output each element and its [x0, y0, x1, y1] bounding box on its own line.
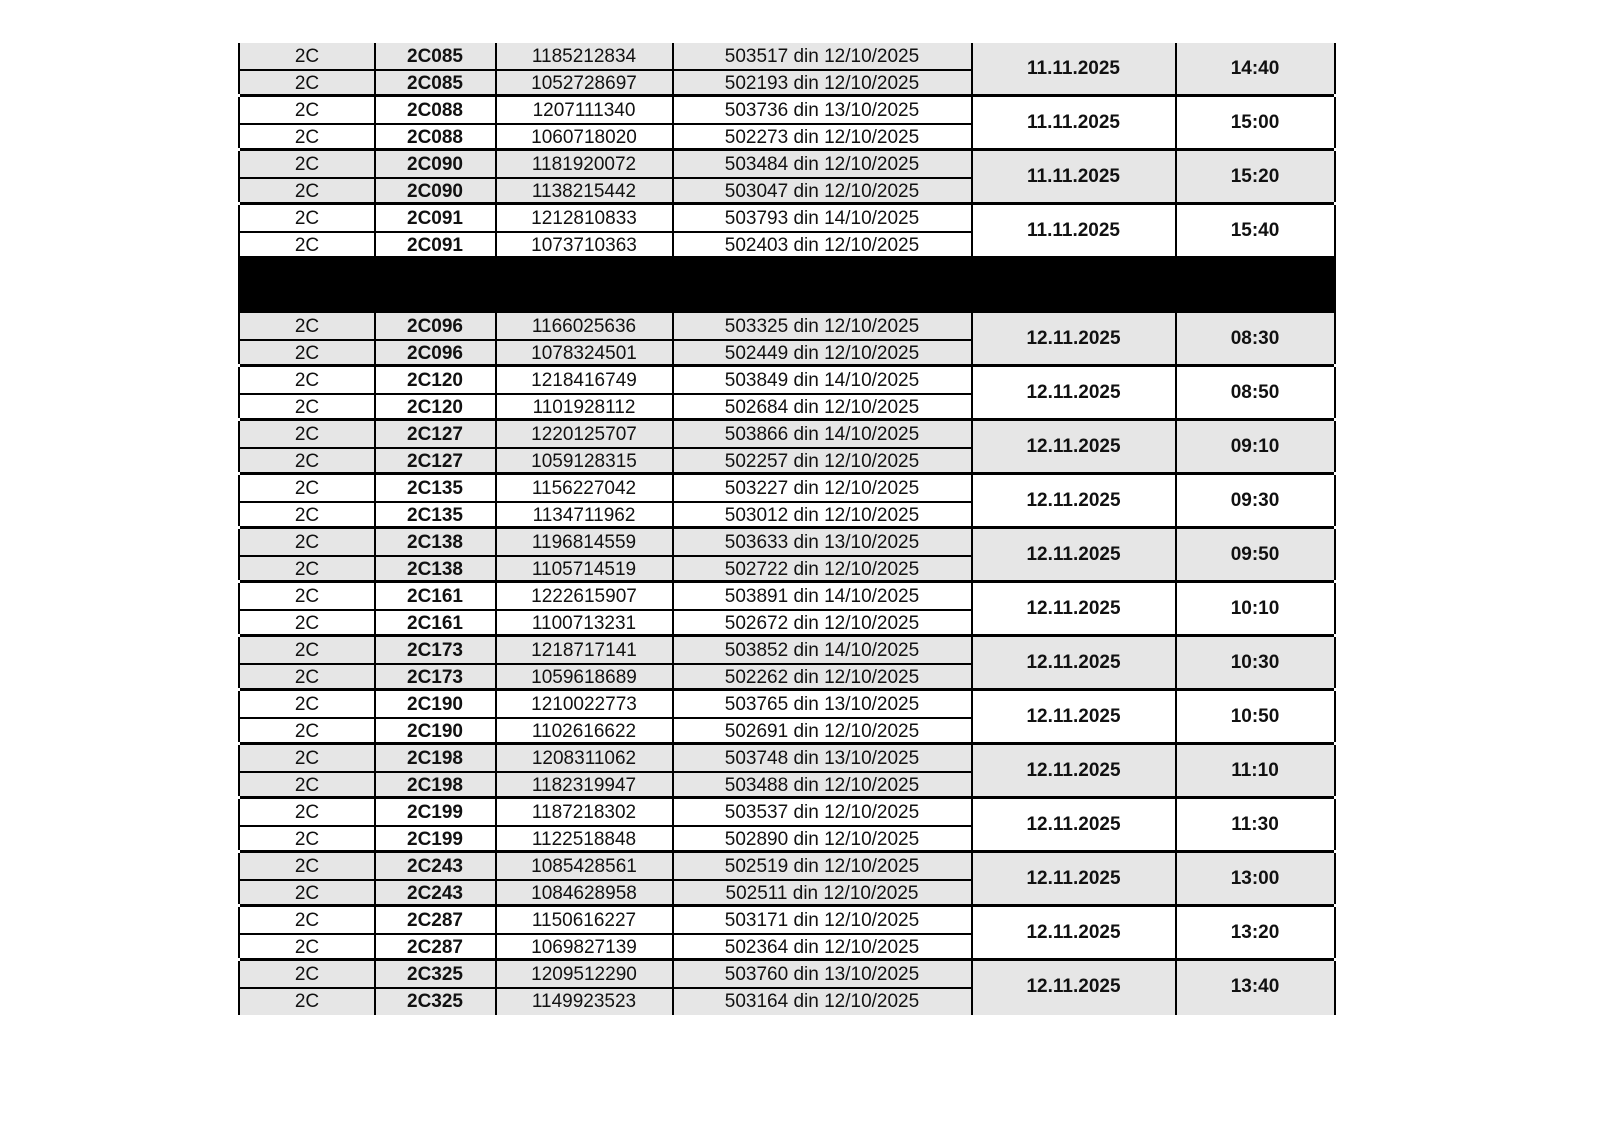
- appointment-time-cell: 11:30: [1231, 814, 1279, 835]
- class-cell: 2C: [294, 559, 320, 580]
- registration-cell: 503488 din 12/10/2025: [724, 775, 920, 796]
- file-number-cell: 1181920072: [531, 154, 637, 175]
- class-cell: 2C: [294, 235, 320, 256]
- appointment-group: [240, 853, 1334, 907]
- appointment-date-cell: 12.11.2025: [1026, 868, 1121, 889]
- class-cell: 2C: [294, 154, 320, 175]
- appointment-date-cell: 12.11.2025: [1026, 436, 1121, 457]
- registration-cell: 503736 din 13/10/2025: [724, 100, 920, 121]
- appointment-group: [240, 367, 1334, 421]
- appointment-date-cell: 12.11.2025: [1026, 382, 1121, 403]
- candidate-code-cell: 2C287: [407, 937, 463, 958]
- candidate-code-cell: 2C120: [407, 370, 463, 391]
- class-cell: 2C: [294, 316, 320, 337]
- candidate-code-cell: 2C198: [407, 748, 463, 769]
- file-number-cell: 1059618689: [531, 667, 637, 688]
- appointment-group: [240, 475, 1334, 529]
- class-cell: 2C: [294, 586, 320, 607]
- appointment-group: [240, 421, 1334, 475]
- appointment-group: [240, 691, 1334, 745]
- class-cell: 2C: [294, 640, 320, 661]
- class-cell: 2C: [294, 613, 320, 634]
- file-number-cell: 1100713231: [531, 613, 637, 634]
- class-cell: 2C: [294, 181, 320, 202]
- candidate-code-cell: 2C085: [407, 73, 463, 94]
- appointment-group: [240, 205, 1334, 259]
- class-cell: 2C: [294, 721, 320, 742]
- candidate-code-cell: 2C090: [407, 181, 463, 202]
- appointment-time-cell: 10:30: [1230, 652, 1280, 673]
- appointment-group: [240, 961, 1334, 1015]
- registration-cell: 503748 din 13/10/2025: [724, 748, 920, 769]
- file-number-cell: 1084628958: [531, 883, 637, 904]
- appointment-time-cell: 15:20: [1230, 166, 1280, 187]
- class-cell: 2C: [294, 478, 320, 499]
- candidate-code-cell: 2C135: [407, 478, 463, 499]
- registration-cell: 502672 din 12/10/2025: [724, 613, 920, 634]
- class-cell: 2C: [294, 451, 320, 472]
- registration-cell: 503164 din 12/10/2025: [724, 991, 920, 1012]
- file-number-cell: 1210022773: [531, 694, 637, 715]
- registration-cell: 502722 din 12/10/2025: [724, 559, 920, 580]
- candidate-code-cell: 2C190: [407, 694, 463, 715]
- file-number-cell: 1166025636: [531, 316, 637, 337]
- file-number-cell: 1085428561: [531, 856, 637, 877]
- registration-cell: 502273 din 12/10/2025: [724, 127, 920, 148]
- registration-cell: 502257 din 12/10/2025: [724, 451, 920, 472]
- class-cell: 2C: [294, 208, 320, 229]
- file-number-cell: 1218717141: [531, 640, 637, 661]
- file-number-cell: 1078324501: [531, 343, 637, 364]
- candidate-code-cell: 2C325: [407, 991, 463, 1012]
- class-cell: 2C: [294, 802, 320, 823]
- file-number-cell: 1134711962: [532, 505, 636, 526]
- appointment-group: [240, 583, 1334, 637]
- candidate-code-cell: 2C173: [407, 667, 463, 688]
- appointment-group: [240, 637, 1334, 691]
- file-number-cell: 1138215442: [531, 181, 637, 202]
- class-cell: 2C: [294, 748, 320, 769]
- registration-cell: 503171 din 12/10/2025: [724, 910, 920, 931]
- class-cell: 2C: [294, 991, 320, 1012]
- appointment-time-cell: 14:40: [1230, 58, 1280, 79]
- file-number-cell: 1212810833: [531, 208, 637, 229]
- appointment-date-cell: 12.11.2025: [1026, 328, 1121, 349]
- candidate-code-cell: 2C096: [407, 316, 463, 337]
- appointment-time-cell: 10:10: [1230, 598, 1280, 619]
- candidate-code-cell: 2C161: [407, 613, 463, 634]
- appointment-group: [240, 43, 1334, 97]
- registration-cell: 503633 din 13/10/2025: [724, 532, 920, 553]
- file-number-cell: 1060718020: [531, 127, 637, 148]
- candidate-code-cell: 2C088: [407, 127, 463, 148]
- appointment-date-cell: 12.11.2025: [1026, 814, 1121, 835]
- registration-cell: 502262 din 12/10/2025: [724, 667, 920, 688]
- appointment-date-cell: 12.11.2025: [1026, 976, 1121, 997]
- appointment-time-cell: 08:30: [1230, 328, 1280, 349]
- appointment-group: [240, 907, 1334, 961]
- class-cell: 2C: [294, 73, 320, 94]
- candidate-code-cell: 2C243: [407, 883, 463, 904]
- file-number-cell: 1196814559: [531, 532, 637, 553]
- file-number-cell: 1069827139: [531, 937, 637, 958]
- file-number-cell: 1185212834: [531, 46, 637, 67]
- class-cell: 2C: [294, 964, 320, 985]
- appointment-time-cell: 13:20: [1230, 922, 1280, 943]
- file-number-cell: 1208311062: [531, 748, 637, 769]
- file-number-cell: 1122518848: [531, 829, 637, 850]
- candidate-code-cell: 2C127: [407, 424, 463, 445]
- registration-cell: 503325 din 12/10/2025: [724, 316, 920, 337]
- appointment-time-cell: 08:50: [1230, 382, 1280, 403]
- appointment-time-cell: 09:30: [1230, 490, 1280, 511]
- class-cell: 2C: [294, 532, 320, 553]
- appointment-group: [240, 151, 1334, 205]
- appointment-date-cell: 12.11.2025: [1026, 706, 1121, 727]
- file-number-cell: 1059128315: [531, 451, 637, 472]
- appointment-time-cell: 15:00: [1230, 112, 1280, 133]
- file-number-cell: 1149923523: [531, 991, 637, 1012]
- file-number-cell: 1222615907: [531, 586, 637, 607]
- appointment-time-cell: 09:10: [1230, 436, 1280, 457]
- file-number-cell: 1218416749: [531, 370, 637, 391]
- file-number-cell: 1052728697: [531, 73, 637, 94]
- file-number-cell: 1105714519: [531, 559, 637, 580]
- class-cell: 2C: [294, 397, 320, 418]
- candidate-code-cell: 2C325: [407, 964, 463, 985]
- appointment-time-cell: 13:40: [1230, 976, 1280, 997]
- candidate-code-cell: 2C243: [407, 856, 463, 877]
- appointment-date-cell: 11.11.2025: [1027, 220, 1120, 241]
- class-cell: 2C: [294, 424, 320, 445]
- registration-cell: 503760 din 13/10/2025: [724, 964, 920, 985]
- registration-cell: 502691 din 12/10/2025: [724, 721, 920, 742]
- appointment-date-cell: 11.11.2025: [1027, 166, 1120, 187]
- appointment-time-cell: 13:00: [1230, 868, 1280, 889]
- appointment-group: [240, 799, 1334, 853]
- appointment-time-cell: 09:50: [1230, 544, 1280, 565]
- registration-cell: 503517 din 12/10/2025: [724, 46, 920, 67]
- day-separator-bar: [238, 256, 1336, 313]
- appointment-date-cell: 12.11.2025: [1026, 760, 1121, 781]
- candidate-code-cell: 2C090: [407, 154, 463, 175]
- class-cell: 2C: [294, 694, 320, 715]
- schedule-table: [240, 43, 1334, 1015]
- class-cell: 2C: [294, 505, 320, 526]
- file-number-cell: 1101928112: [532, 397, 636, 418]
- candidate-code-cell: 2C120: [407, 397, 463, 418]
- registration-cell: 503793 din 14/10/2025: [724, 208, 920, 229]
- registration-cell: 503537 din 12/10/2025: [724, 802, 920, 823]
- appointment-date-cell: 12.11.2025: [1026, 490, 1121, 511]
- class-cell: 2C: [294, 910, 320, 931]
- appointment-group: [240, 313, 1334, 367]
- class-cell: 2C: [294, 856, 320, 877]
- candidate-code-cell: 2C091: [407, 208, 463, 229]
- class-cell: 2C: [294, 100, 320, 121]
- registration-cell: 503866 din 14/10/2025: [724, 424, 920, 445]
- candidate-code-cell: 2C287: [407, 910, 463, 931]
- appointment-date-cell: 11.11.2025: [1027, 58, 1120, 79]
- file-number-cell: 1150616227: [531, 910, 637, 931]
- registration-cell: 502684 din 12/10/2025: [724, 397, 920, 418]
- class-cell: 2C: [294, 775, 320, 796]
- class-cell: 2C: [294, 343, 320, 364]
- registration-cell: 502364 din 12/10/2025: [724, 937, 920, 958]
- class-cell: 2C: [294, 883, 320, 904]
- candidate-code-cell: 2C161: [407, 586, 463, 607]
- candidate-code-cell: 2C199: [407, 802, 463, 823]
- candidate-code-cell: 2C127: [407, 451, 463, 472]
- candidate-code-cell: 2C199: [407, 829, 463, 850]
- registration-cell: 503765 din 13/10/2025: [724, 694, 920, 715]
- file-number-cell: 1182319947: [531, 775, 637, 796]
- class-cell: 2C: [294, 937, 320, 958]
- file-number-cell: 1102616622: [531, 721, 637, 742]
- registration-cell: 503852 din 14/10/2025: [724, 640, 920, 661]
- file-number-cell: 1156227042: [531, 478, 637, 499]
- candidate-code-cell: 2C190: [407, 721, 463, 742]
- candidate-code-cell: 2C198: [407, 775, 463, 796]
- appointment-date-cell: 12.11.2025: [1026, 598, 1121, 619]
- appointment-group: [240, 745, 1334, 799]
- class-cell: 2C: [294, 46, 320, 67]
- candidate-code-cell: 2C091: [407, 235, 463, 256]
- appointment-time-cell: 11:10: [1231, 760, 1279, 781]
- candidate-code-cell: 2C088: [407, 100, 463, 121]
- registration-cell: 503227 din 12/10/2025: [724, 478, 920, 499]
- registration-cell: 503891 din 14/10/2025: [724, 586, 920, 607]
- registration-cell: 502403 din 12/10/2025: [724, 235, 920, 256]
- appointment-date-cell: 12.11.2025: [1026, 652, 1121, 673]
- registration-cell: 502511 din 12/10/2025: [725, 883, 919, 904]
- file-number-cell: 1073710363: [531, 235, 637, 256]
- candidate-code-cell: 2C096: [407, 343, 463, 364]
- registration-cell: 503484 din 12/10/2025: [724, 154, 920, 175]
- class-cell: 2C: [294, 127, 320, 148]
- appointment-date-cell: 12.11.2025: [1026, 544, 1121, 565]
- registration-cell: 503849 din 14/10/2025: [724, 370, 920, 391]
- registration-cell: 503047 din 12/10/2025: [724, 181, 920, 202]
- appointment-date-cell: 11.11.2025: [1027, 112, 1120, 133]
- file-number-cell: 1209512290: [531, 964, 637, 985]
- class-cell: 2C: [294, 667, 320, 688]
- registration-cell: 502449 din 12/10/2025: [724, 343, 920, 364]
- file-number-cell: 1187218302: [531, 802, 637, 823]
- class-cell: 2C: [294, 370, 320, 391]
- appointment-group: [240, 529, 1334, 583]
- candidate-code-cell: 2C085: [407, 46, 463, 67]
- registration-cell: 502890 din 12/10/2025: [724, 829, 920, 850]
- appointment-time-cell: 10:50: [1230, 706, 1280, 727]
- candidate-code-cell: 2C138: [407, 559, 463, 580]
- candidate-code-cell: 2C138: [407, 532, 463, 553]
- file-number-cell: 1220125707: [531, 424, 637, 445]
- registration-cell: 503012 din 12/10/2025: [724, 505, 920, 526]
- registration-cell: 502193 din 12/10/2025: [724, 73, 920, 94]
- candidate-code-cell: 2C135: [407, 505, 463, 526]
- appointment-date-cell: 12.11.2025: [1026, 922, 1121, 943]
- appointment-time-cell: 15:40: [1230, 220, 1280, 241]
- file-number-cell: 1207111340: [532, 100, 636, 121]
- appointment-group: [240, 97, 1334, 151]
- registration-cell: 502519 din 12/10/2025: [724, 856, 920, 877]
- class-cell: 2C: [294, 829, 320, 850]
- candidate-code-cell: 2C173: [407, 640, 463, 661]
